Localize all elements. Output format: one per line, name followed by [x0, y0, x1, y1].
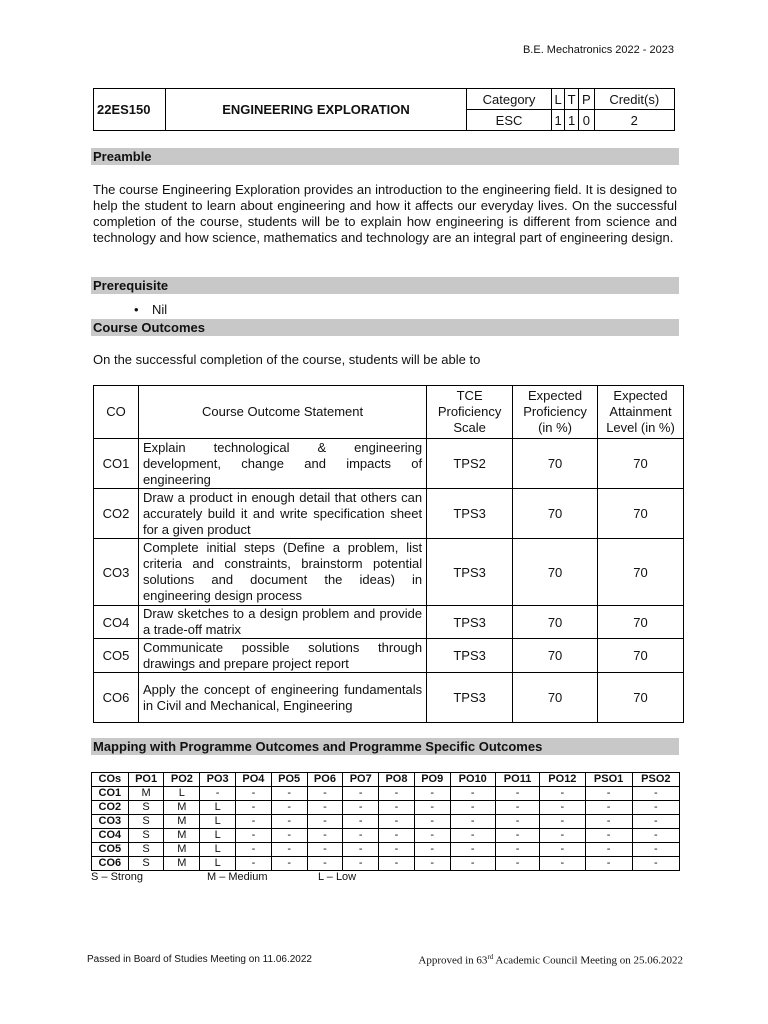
co-table-header-row [94, 386, 684, 439]
mapping-co-id: CO2 [92, 801, 129, 815]
co-statement: Draw sketches to a design problem and provide a trade-off matrix [138, 606, 426, 639]
table-row [94, 606, 684, 639]
mapping-cell: - [450, 801, 495, 815]
mapping-cell: - [236, 787, 272, 801]
mapping-col-header: PO5 [271, 773, 307, 787]
mapping-col-header: PO11 [495, 773, 539, 787]
mapping-cell: - [540, 829, 585, 843]
mapping-cell: - [271, 857, 307, 871]
mapping-cell: S [128, 829, 164, 843]
course-title: ENGINEERING EXPLORATION [166, 89, 467, 131]
mapping-cell: - [343, 815, 379, 829]
mapping-cell: L [200, 801, 236, 815]
mapping-cell: - [585, 801, 632, 815]
footer-council [418, 953, 683, 967]
mapping-cell: - [271, 815, 307, 829]
mapping-cell: - [632, 857, 679, 871]
mapping-cell: - [632, 815, 679, 829]
t-label: T [565, 89, 579, 110]
mapping-cell: - [414, 829, 450, 843]
mapping-cell: - [379, 787, 415, 801]
legend-strong: S – Strong [91, 871, 143, 883]
co-statement: Apply the concept of engineering fundamentals in Civil and Mechanical, Engineering [138, 673, 426, 723]
mapping-cell: - [236, 829, 272, 843]
mapping-cell: M [164, 815, 200, 829]
mapping-cell: - [379, 801, 415, 815]
co-id: CO3 [94, 539, 139, 606]
mapping-cell: M [164, 843, 200, 857]
mapping-col-header: COs [92, 773, 129, 787]
legend-low: L – Low [318, 871, 357, 883]
mapping-cell: - [271, 787, 307, 801]
mapping-cell: L [200, 843, 236, 857]
program-header: B.E. Mechatronics 2022 - 2023 [522, 44, 674, 56]
preamble-text: The course Engineering Exploration provides an introduction to the engineering field. It is designed to help the student to learn about engineering and how it affects our everyday lives. On the successful completion of the course, students will be to explain how engineering is different from science and technology and how science, mathematics and technology are an integral part of engineering design. [93, 182, 677, 245]
mapping-cell: - [343, 829, 379, 843]
mapping-cell: - [271, 829, 307, 843]
footer-council-prefix: Approved in 63 [418, 954, 488, 967]
mapping-cell: - [585, 787, 632, 801]
mapping-cell: - [200, 787, 236, 801]
co-attainment: 70 [598, 539, 684, 606]
mapping-cell: - [495, 787, 539, 801]
l-value: 1 [552, 110, 565, 131]
co-proficiency: 70 [513, 489, 598, 539]
mapping-cell: - [414, 787, 450, 801]
mapping-cell: - [271, 801, 307, 815]
mapping-cell: - [379, 843, 415, 857]
mapping-cell: - [632, 787, 679, 801]
footer-council-sup: rd [487, 953, 494, 961]
col-header-attainment: Expected Attainment Level (in %) [598, 386, 684, 439]
l-label: L [552, 89, 565, 110]
table-row [92, 857, 680, 871]
mapping-cell: - [343, 857, 379, 871]
mapping-cell: - [236, 857, 272, 871]
mapping-cell: - [632, 801, 679, 815]
mapping-cell: - [379, 829, 415, 843]
mapping-cell: - [343, 843, 379, 857]
mapping-col-header: PO2 [164, 773, 200, 787]
mapping-col-header: PO4 [236, 773, 272, 787]
mapping-cell: L [200, 829, 236, 843]
mapping-cell: - [585, 815, 632, 829]
mapping-cell: - [414, 843, 450, 857]
mapping-header-row [92, 773, 680, 787]
mapping-cell: - [414, 857, 450, 871]
legend-medium: M – Medium [207, 871, 268, 883]
mapping-cell: M [164, 801, 200, 815]
mapping-cell: - [343, 801, 379, 815]
mapping-cell: - [495, 801, 539, 815]
table-row [92, 843, 680, 857]
mapping-cell: S [128, 801, 164, 815]
table-row [94, 639, 684, 673]
co-scale: TPS3 [427, 489, 513, 539]
prerequisite-heading: Prerequisite [91, 277, 679, 294]
mapping-heading: Mapping with Programme Outcomes and Programme Specific Outcomes [91, 738, 679, 755]
co-proficiency: 70 [513, 639, 598, 673]
prerequisite-item [134, 302, 168, 317]
mapping-co-id: CO1 [92, 787, 129, 801]
mapping-cell: L [200, 815, 236, 829]
co-attainment: 70 [598, 439, 684, 489]
mapping-cell: - [307, 857, 343, 871]
co-proficiency: 70 [513, 673, 598, 723]
preamble-heading: Preamble [91, 148, 679, 165]
mapping-co-id: CO5 [92, 843, 129, 857]
mapping-cell: - [495, 815, 539, 829]
co-id: CO1 [94, 439, 139, 489]
col-header-statement: Course Outcome Statement [138, 386, 426, 439]
mapping-cell: - [379, 815, 415, 829]
mapping-co-id: CO3 [92, 815, 129, 829]
table-row [92, 829, 680, 843]
mapping-cell: - [236, 843, 272, 857]
credits-value: 2 [594, 110, 674, 131]
mapping-cell: - [307, 815, 343, 829]
course-outcomes-table [93, 385, 684, 723]
table-row [92, 801, 680, 815]
category-label: Category [467, 89, 552, 110]
mapping-col-header: PO7 [343, 773, 379, 787]
co-scale: TPS2 [427, 439, 513, 489]
co-statement: Complete initial steps (Define a problem, list criteria and constraints, brainstorm potential solutions and document the ideas) in engineering design process [138, 539, 426, 606]
mapping-cell: S [128, 815, 164, 829]
co-proficiency: 70 [513, 439, 598, 489]
course-header-table [93, 88, 675, 131]
mapping-cell: - [450, 829, 495, 843]
mapping-cell: - [271, 843, 307, 857]
mapping-cell: - [632, 829, 679, 843]
mapping-cell: - [307, 843, 343, 857]
mapping-cell: - [632, 843, 679, 857]
mapping-cell: - [307, 801, 343, 815]
mapping-cell: - [540, 815, 585, 829]
mapping-cell: - [495, 829, 539, 843]
mapping-cell: S [128, 843, 164, 857]
mapping-cell: - [450, 843, 495, 857]
mapping-cell: - [450, 787, 495, 801]
co-id: CO6 [94, 673, 139, 723]
col-header-co: CO [94, 386, 139, 439]
p-label: P [579, 89, 594, 110]
mapping-cell: - [236, 815, 272, 829]
co-attainment: 70 [598, 639, 684, 673]
table-row [94, 439, 684, 489]
co-scale: TPS3 [427, 606, 513, 639]
p-value: 0 [579, 110, 594, 131]
co-scale: TPS3 [427, 539, 513, 606]
mapping-cell: M [164, 829, 200, 843]
mapping-cell: - [585, 843, 632, 857]
mapping-col-header: PO3 [200, 773, 236, 787]
mapping-cell: - [414, 815, 450, 829]
table-row [94, 539, 684, 606]
mapping-cell: M [164, 857, 200, 871]
mapping-co-id: CO4 [92, 829, 129, 843]
mapping-col-header: PSO1 [585, 773, 632, 787]
mapping-cell: - [236, 801, 272, 815]
mapping-cell: - [343, 787, 379, 801]
course-outcomes-heading: Course Outcomes [91, 319, 679, 336]
co-id: CO2 [94, 489, 139, 539]
co-attainment: 70 [598, 606, 684, 639]
co-proficiency: 70 [513, 539, 598, 606]
mapping-co-id: CO6 [92, 857, 129, 871]
mapping-col-header: PO6 [307, 773, 343, 787]
category-value: ESC [467, 110, 552, 131]
table-row [94, 673, 684, 723]
col-header-proficiency: Expected Proficiency (in %) [513, 386, 598, 439]
footer-bos: Passed in Board of Studies Meeting on 11.06.2022 [87, 954, 312, 965]
mapping-col-header: PSO2 [632, 773, 679, 787]
mapping-cell: - [450, 857, 495, 871]
col-header-scale: TCE Proficiency Scale [427, 386, 513, 439]
co-attainment: 70 [598, 489, 684, 539]
mapping-cell: - [540, 857, 585, 871]
mapping-col-header: PO1 [128, 773, 164, 787]
co-statement: Explain technological & engineering development, change and impacts of engineering [138, 439, 426, 489]
mapping-cell: - [585, 857, 632, 871]
table-row [94, 489, 684, 539]
mapping-col-header: PO9 [414, 773, 450, 787]
co-scale: TPS3 [427, 673, 513, 723]
mapping-cell: - [585, 829, 632, 843]
mapping-cell: - [307, 787, 343, 801]
mapping-cell: - [307, 829, 343, 843]
mapping-cell: - [414, 801, 450, 815]
mapping-col-header: PO10 [450, 773, 495, 787]
co-statement: Draw a product in enough detail that others can accurately build it and write specification sheet for a given product [138, 489, 426, 539]
mapping-cell: M [128, 787, 164, 801]
table-row [92, 787, 680, 801]
mapping-table [91, 772, 680, 871]
mapping-cell: - [495, 857, 539, 871]
prerequisite-text: Nil [152, 302, 168, 317]
course-code: 22ES150 [94, 89, 166, 131]
course-outcomes-intro: On the successful completion of the course, students will be able to [93, 352, 481, 367]
co-id: CO5 [94, 639, 139, 673]
credits-label: Credit(s) [594, 89, 674, 110]
co-proficiency: 70 [513, 606, 598, 639]
co-id: CO4 [94, 606, 139, 639]
mapping-cell: - [379, 857, 415, 871]
mapping-cell: - [540, 787, 585, 801]
co-attainment: 70 [598, 673, 684, 723]
bullet-icon: • [134, 302, 139, 317]
mapping-cell: S [128, 857, 164, 871]
co-scale: TPS3 [427, 639, 513, 673]
mapping-cell: - [540, 843, 585, 857]
table-row [92, 815, 680, 829]
mapping-col-header: PO8 [379, 773, 415, 787]
co-statement: Communicate possible solutions through drawings and prepare project report [138, 639, 426, 673]
footer-council-suffix: Academic Council Meeting on 25.06.2022 [493, 954, 683, 967]
t-value: 1 [565, 110, 579, 131]
mapping-cell: L [164, 787, 200, 801]
mapping-cell: - [540, 801, 585, 815]
mapping-cell: - [495, 843, 539, 857]
mapping-cell: - [450, 815, 495, 829]
mapping-cell: L [200, 857, 236, 871]
mapping-col-header: PO12 [540, 773, 585, 787]
